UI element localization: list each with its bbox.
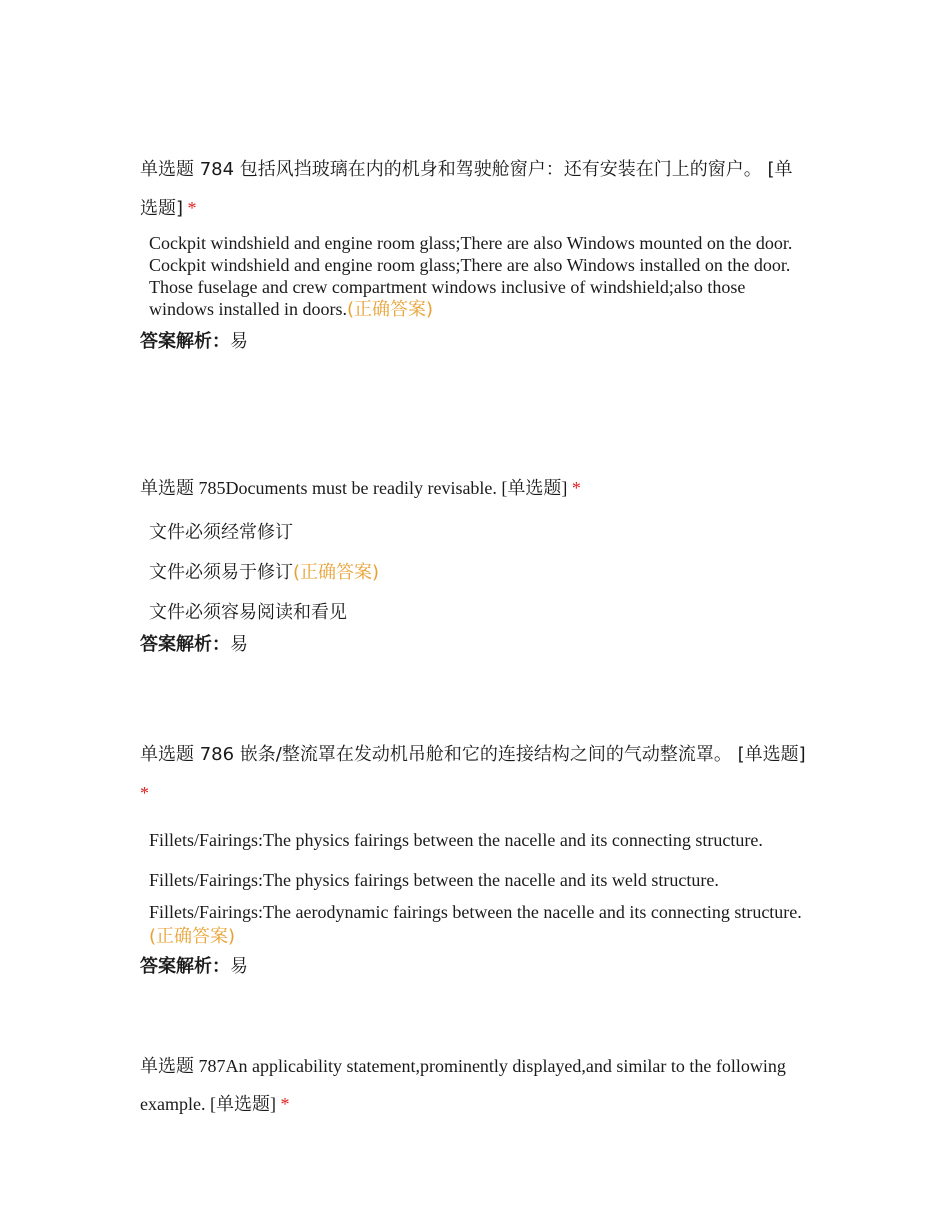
answer-analysis	[140, 330, 810, 354]
required-mark: *	[140, 783, 149, 803]
question-title-text: 单选题 785Documents must be readily revisable. [单选题]	[140, 478, 568, 498]
option-list	[140, 820, 810, 949]
analysis-label: 答案解析：	[140, 634, 230, 655]
option-c-text: Fillets/Fairings:The aerodynamic fairings between the nacelle and its connecting structure.	[149, 902, 802, 922]
option-c-text: Those fuselage and crew compartment windows inclusive of windshield;also those windows installed in doors.	[149, 277, 746, 319]
option-a[interactable]: 文件必须经常修订	[149, 522, 293, 543]
answer-analysis	[140, 955, 810, 979]
question-title-text: 单选题 784 包括风挡玻璃在内的机身和驾驶舱窗户：还有安装在门上的窗户。 [单选题]	[140, 159, 793, 219]
required-mark: *	[187, 198, 197, 218]
required-mark: *	[571, 478, 581, 498]
analysis-value: 易	[230, 634, 248, 655]
question-784	[140, 150, 810, 354]
option-list	[140, 232, 810, 321]
analysis-value: 易	[230, 956, 248, 977]
question-785	[140, 469, 810, 657]
analysis-label: 答案解析：	[140, 331, 230, 352]
question-786	[140, 735, 810, 979]
correct-answer-marker: (正确答案)	[347, 299, 434, 320]
answer-analysis	[140, 633, 810, 657]
correct-answer-marker: (正确答案)	[149, 926, 236, 947]
option-b[interactable]	[149, 553, 810, 593]
question-title-text: 单选题 787An applicability statement,prominently displayed,and similar to the following example. [单选题]	[140, 1056, 786, 1114]
option-c[interactable]	[149, 276, 810, 321]
required-mark: *	[280, 1094, 290, 1114]
question-title	[140, 150, 810, 228]
option-list	[140, 513, 810, 633]
option-c[interactable]	[149, 900, 810, 949]
question-787	[140, 1047, 810, 1123]
option-b[interactable]: Cockpit windshield and engine room glass;There are also Windows installed on the door.	[149, 255, 791, 275]
question-title-text: 单选题 786 嵌条/整流罩在发动机吊舱和它的连接结构之间的气动整流罩。 [单选题]	[140, 744, 806, 765]
correct-answer-marker: (正确答案)	[293, 562, 380, 583]
question-title	[140, 1047, 810, 1123]
option-a[interactable]: Cockpit windshield and engine room glass;There are also Windows mounted on the door.	[149, 233, 793, 253]
option-b-text: 文件必须易于修订	[149, 562, 293, 583]
option-c[interactable]: 文件必须容易阅读和看见	[149, 602, 347, 623]
option-b[interactable]: Fillets/Fairings:The physics fairings between the nacelle and its weld structure.	[149, 870, 719, 890]
option-a[interactable]: Fillets/Fairings:The physics fairings between the nacelle and its connecting structure.	[149, 830, 763, 850]
question-title	[140, 735, 810, 812]
analysis-label: 答案解析：	[140, 956, 230, 977]
analysis-value: 易	[230, 331, 248, 352]
question-title	[140, 469, 810, 507]
